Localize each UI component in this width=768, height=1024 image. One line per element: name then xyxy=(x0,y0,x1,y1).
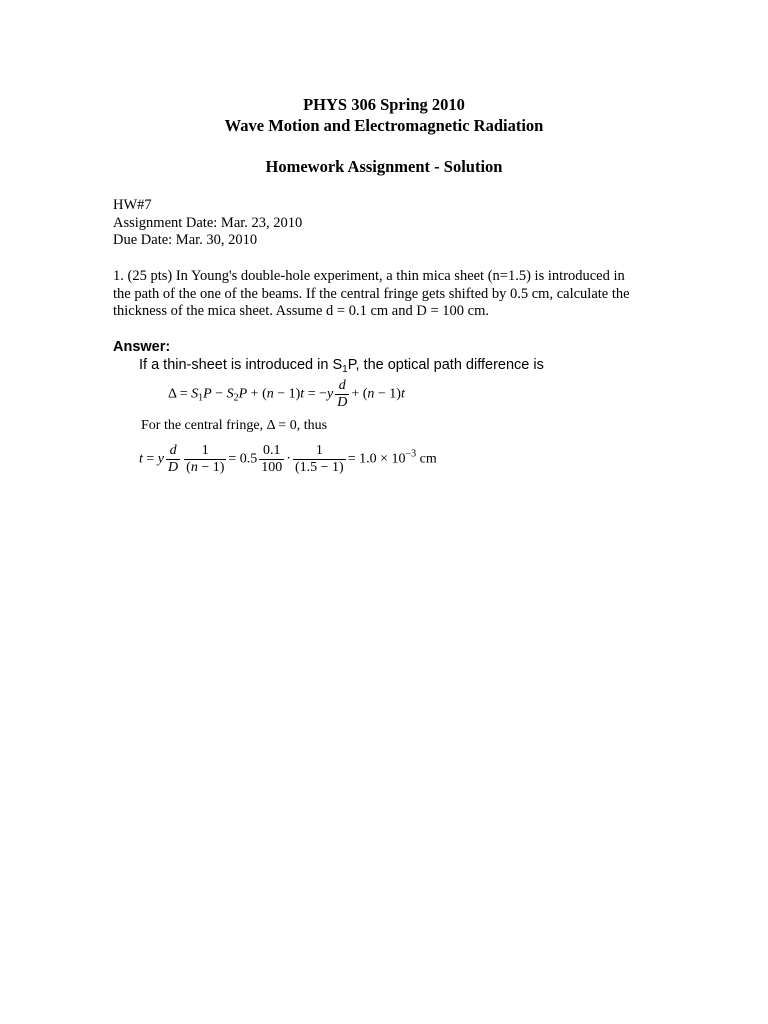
intro-subscript: 1 xyxy=(342,364,348,375)
problem-line: 1. (25 pts) In Young's double-hole experiment, a thin mica sheet (n=1.5) is introduced in xyxy=(113,268,625,284)
due-date: Due Date: Mar. 30, 2010 xyxy=(113,232,258,248)
assignment-meta xyxy=(113,197,302,250)
assignment-date: Assignment Date: Mar. 23, 2010 xyxy=(113,214,303,231)
problem-line: the path of the one of the beams. If the central fringe gets shifted by 0.5 cm, calculate the xyxy=(113,285,630,302)
central-fringe-text: For the central fringe, Δ = 0, thus xyxy=(141,418,328,433)
answer-heading: Answer: xyxy=(113,339,171,355)
thickness-equation: t = y $\frac{d}{D}$ $\frac{1}{(n - 1)}$ = 0.5 $\frac{0.1}{100}$ · $\frac{1}{(1.5 - 1)}$ = $1.0 \times 10^{-3}$ cm xyxy=(139,443,437,475)
problem-line: thickness of the mica sheet. Assume d = 0.1 cm and D = 100 cm. xyxy=(113,303,489,319)
course-heading: PHYS 306 Spring 2010 xyxy=(303,95,465,114)
document-title: Homework Assignment - Solution xyxy=(265,157,503,176)
course-title: Wave Motion and Electromagnetic Radiation xyxy=(224,116,544,135)
intro-text-end: P, the optical path difference is xyxy=(347,357,544,373)
hw-number: HW#7 xyxy=(113,197,152,213)
answer-intro xyxy=(139,357,544,375)
path-difference-equation: $\Delta = S_1P - S_2P + (n - 1)t = -y$ $\frac{d}{D}$ + (n − 1)t xyxy=(168,378,405,410)
intro-text: If a thin-sheet is introduced in S xyxy=(139,357,343,373)
problem-statement xyxy=(113,268,661,321)
